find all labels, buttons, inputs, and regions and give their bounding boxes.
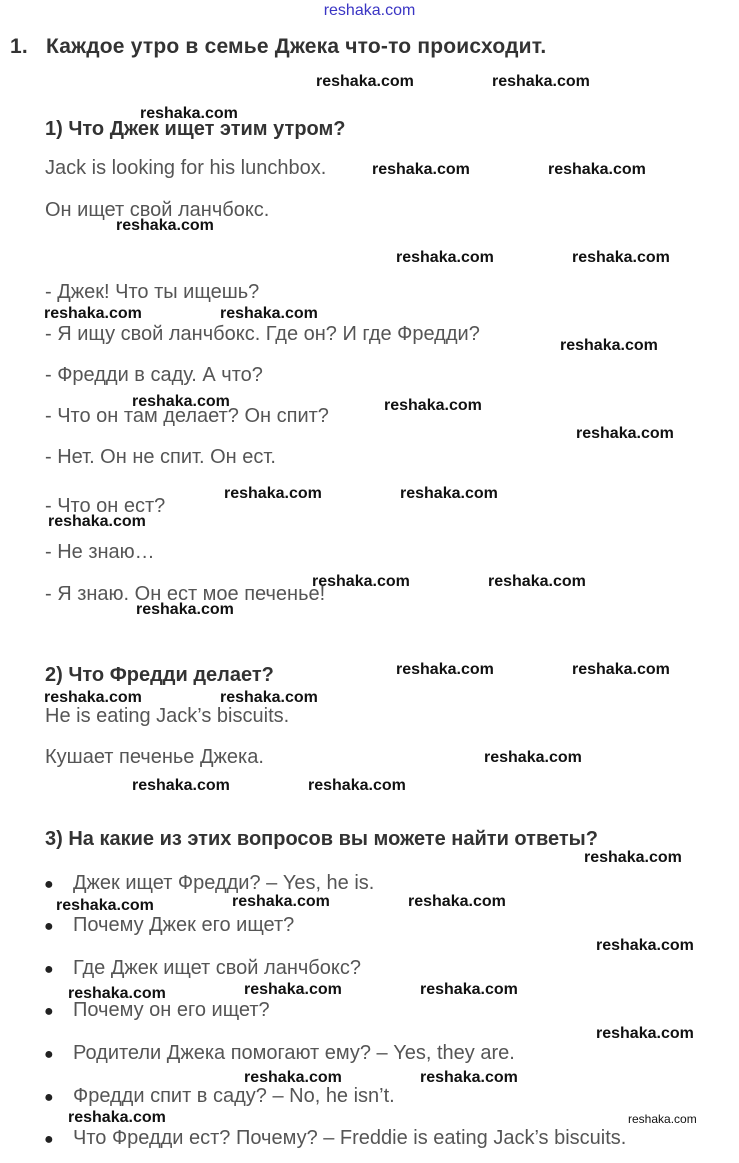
dialogue-line: - Джек! Что ты ищешь?	[45, 281, 260, 303]
watermark: reshaka.com	[584, 849, 682, 866]
watermark: reshaka.com	[244, 981, 342, 998]
watermark: reshaka.com	[68, 985, 166, 1002]
section3-heading: 3) На какие из этих вопросов вы можете найти ответы?	[45, 828, 598, 850]
section2-heading: 2) Что Фредди делает?	[45, 664, 274, 686]
list-item-text: Фредди спит в саду? – No, he isn’t.	[73, 1085, 395, 1107]
bullet-icon: ●	[44, 918, 54, 935]
section2-answer-ru: Кушает печенье Джека.	[45, 746, 264, 768]
list-item	[44, 1085, 395, 1108]
watermark: reshaka.com	[420, 981, 518, 998]
watermark: reshaka.com	[572, 661, 670, 678]
watermark: reshaka.com	[548, 161, 646, 178]
dialogue-line: - Фредди в саду. А что?	[45, 364, 263, 386]
watermark: reshaka.com	[488, 573, 586, 590]
watermark: reshaka.com	[56, 897, 154, 914]
bullet-icon: ●	[44, 1046, 54, 1063]
watermark: reshaka.com	[628, 1112, 697, 1126]
task-number: 1.	[10, 35, 28, 58]
watermark: reshaka.com	[68, 1109, 166, 1126]
task-title: Каждое утро в семье Джека что-то происходит.	[46, 35, 547, 58]
list-item-text: Родители Джека помогают ему? – Yes, they are.	[73, 1042, 515, 1064]
watermark: reshaka.com	[396, 249, 494, 266]
list-item-text: Почему Джек его ищет?	[73, 914, 295, 936]
watermark: reshaka.com	[400, 485, 498, 502]
section2-answer-en: He is eating Jack’s biscuits.	[45, 705, 290, 727]
watermark: reshaka.com	[396, 661, 494, 678]
watermark: reshaka.com	[132, 393, 230, 410]
watermark: reshaka.com	[140, 105, 238, 122]
task-title-row	[10, 35, 546, 59]
dialogue-line: - Что он ест?	[45, 495, 166, 517]
watermark: reshaka.com	[220, 689, 318, 706]
section1-answer-ru: Он ищет свой ланчбокс.	[45, 199, 270, 221]
dialogue-line: - Нет. Он не спит. Он ест.	[45, 446, 276, 468]
section1-answer-en: Jack is looking for his lunchbox.	[45, 157, 327, 179]
watermark: reshaka.com	[420, 1069, 518, 1086]
watermark: reshaka.com	[372, 161, 470, 178]
watermark: reshaka.com	[224, 485, 322, 502]
list-item-text: Почему он его ищет?	[73, 999, 270, 1021]
bullet-icon: ●	[44, 1003, 54, 1020]
watermark: reshaka.com	[576, 425, 674, 442]
dialogue-line: - Я знаю. Он ест мое печенье!	[45, 583, 326, 605]
list-item	[44, 914, 294, 937]
dialogue-line: - Я ищу свой ланчбокс. Где он? И где Фредди?	[45, 323, 480, 345]
watermark: reshaka.com	[572, 249, 670, 266]
watermark: reshaka.com	[132, 777, 230, 794]
watermark: reshaka.com	[48, 513, 146, 530]
watermark: reshaka.com	[484, 749, 582, 766]
watermark: reshaka.com	[560, 337, 658, 354]
list-item-text: Где Джек ищет свой ланчбокс?	[73, 957, 361, 979]
watermark: reshaka.com	[596, 1025, 694, 1042]
watermark: reshaka.com	[44, 689, 142, 706]
list-item-text: Джек ищет Фредди? – Yes, he is.	[73, 872, 375, 894]
section1-heading: 1) Что Джек ищет этим утром?	[45, 118, 346, 140]
watermark: reshaka.com	[308, 777, 406, 794]
dialogue-line: - Что он там делает? Он спит?	[45, 405, 329, 427]
watermark: reshaka.com	[316, 73, 414, 90]
bullet-icon: ●	[44, 1131, 54, 1148]
site-header: reshaka.com	[323, 2, 416, 19]
watermark: reshaka.com	[492, 73, 590, 90]
watermark: reshaka.com	[232, 893, 330, 910]
bullet-icon: ●	[44, 876, 54, 893]
watermark: reshaka.com	[220, 305, 318, 322]
list-item	[44, 1127, 626, 1150]
bullet-icon: ●	[44, 961, 54, 978]
watermark: reshaka.com	[408, 893, 506, 910]
watermark: reshaka.com	[244, 1069, 342, 1086]
list-item-text: Что Фредди ест? Почему? – Freddie is eating Jack’s biscuits.	[73, 1127, 627, 1149]
list-item	[44, 872, 374, 895]
watermark: reshaka.com	[596, 937, 694, 954]
list-item	[44, 957, 361, 980]
watermark: reshaka.com	[136, 601, 234, 618]
list-item	[44, 1042, 515, 1065]
dialogue-line: - Не знаю…	[45, 541, 155, 563]
watermark: reshaka.com	[312, 573, 410, 590]
bullet-icon: ●	[44, 1089, 54, 1106]
watermark: reshaka.com	[44, 305, 142, 322]
watermark: reshaka.com	[384, 397, 482, 414]
watermark: reshaka.com	[116, 217, 214, 234]
